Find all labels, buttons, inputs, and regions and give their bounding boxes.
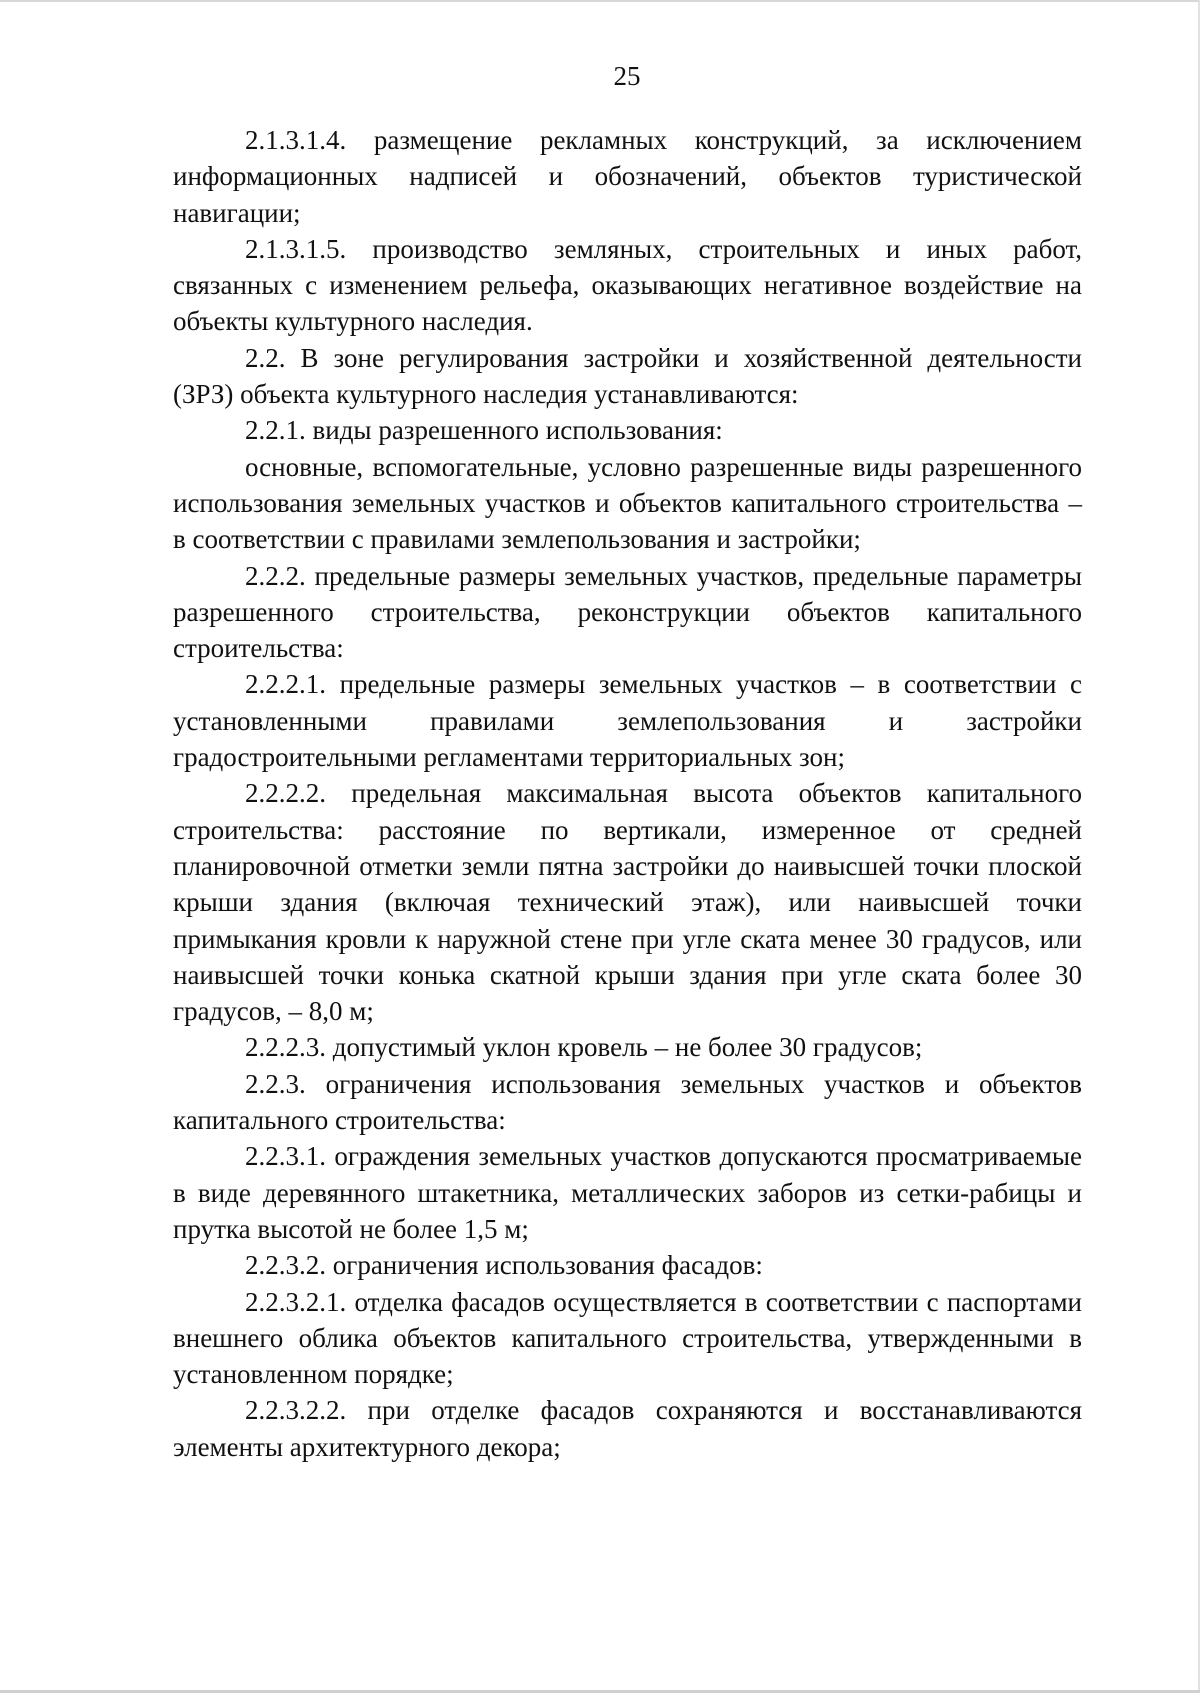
scan-edge-top [0,0,1200,2]
paragraph-2-2-1: 2.2.1. виды разрешенного использования: [245,415,723,446]
paragraph-2-2-2-3: 2.2.2.3. допустимый уклон кровель – не более 30 градусов; [245,1032,923,1063]
paragraph-2-1-3-1-4: 2.1.3.1.4. размещение рекламных конструкций, за исключением информационных надписей и обозначений, объектов туристической навигации; [173,125,1082,228]
paragraph-2-2-2: 2.2.2. предельные размеры земельных участков, предельные параметры разрешенного строительства, реконструкции объектов капитального строительства: [173,560,1082,664]
document-body [173,122,1082,1465]
paragraph-2-2: 2.2. В зоне регулирования застройки и хозяйственной деятельности (ЗРЗ) объекта культурного наследия устанавливаются: [173,342,1082,410]
paragraph-2-2-3-2-1: 2.2.3.2.1. отделка фасадов осуществляется в соответствии с паспортами внешнего облика объектов капитального строительства, утвержденными в установленном порядке; [173,1286,1082,1390]
paragraph-2-2-3-2: 2.2.3.2. ограничения использования фасадов: [245,1250,763,1281]
paragraph-permitted-uses: основные, вспомогательные, условно разрешенные виды разрешенного использования земельных участков и объектов капитального строительства – в соответствии с правилами землепользования и застройки; [173,451,1082,555]
paragraph-2-2-3-2-2: 2.2.3.2.2. при отделке фасадов сохраняются и восстанавливаются элементы архитектурного декора; [173,1395,1082,1462]
paragraph-2-2-3-1: 2.2.3.1. ограждения земельных участков допускаются просматриваемые в виде деревянного штакетника, металлических заборов из сетки-рабицы и прутка высотой не более 1,5 м; [173,1141,1082,1244]
paragraph-2-2-2-2: 2.2.2.2. предельная максимальная высота объектов капитального строительства: расстояние по вертикали, измеренное от средней планировочной отметки земли пятна застройки до наивысшей точки плоской крыши здания (включая технический этаж), или наивысшей точки примыкания кровли к наружной стене при угле ската менее 30 градусов, или наивысшей точки конька скатной крыши здания при угле ската более 30 градусов, – 8,0 м; [173,778,1082,1027]
paragraph-2-1-3-1-5: 2.1.3.1.5. производство земляных, строительных и иных работ, связанных с изменением рельефа, оказывающих негативное воздействие на объекты культурного наследия. [173,233,1082,337]
paragraph-2-2-2-1: 2.2.2.1. предельные размеры земельных участков – в соответствии с установленными правилами землепользования и застройки градостроительными регламентами территориальных зон; [173,669,1082,773]
paragraph-2-2-3: 2.2.3. ограничения использования земельных участков и объектов капитального строительства: [173,1068,1082,1136]
page-number: 25 [613,61,641,91]
